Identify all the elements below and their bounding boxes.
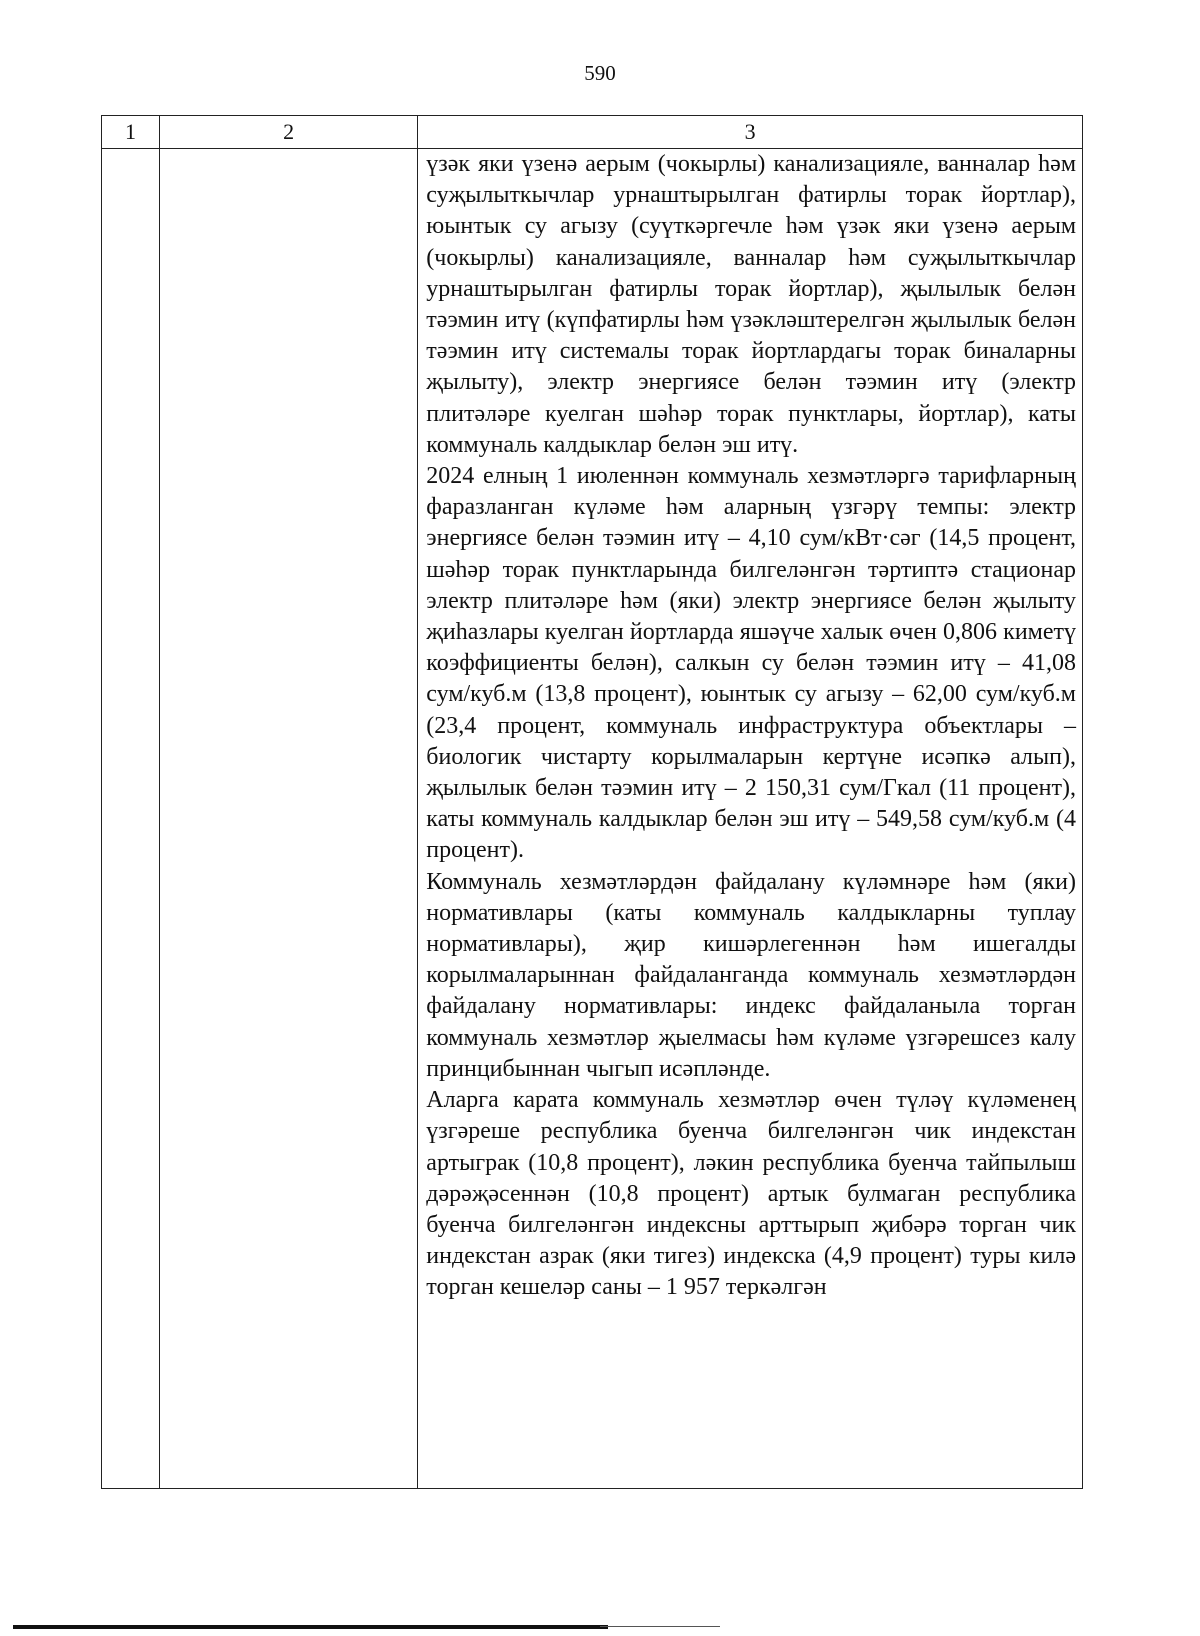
- bottom-rule-thin: [600, 1626, 720, 1627]
- paragraph-tariffs: 2024 елның 1 июленнән коммуналь хезмәтләргә тарифларның фаразланган күләме һәм аларның үзгәрү темпы: электр энергиясе белән тәэмин итү – 4,10 сум/кВт·сәг (14,5 процент, шәһәр торак пунктларында билгеләнгән тәртиптә стационар электр плитәләре һәм (яки) электр энергиясе белән җылыту җиһазлары куелган йортларда яшәүче халык өчен 0,806 киметү коэффициенты белән), салкын су белән тәэмин итү – 41,08 сум/куб.м (13,8 процент), юынтык су агызу – 62,00 сум/куб.м (23,4 процент, коммуналь инфраструктура объектлары – биологик чистарту корылмаларын кертүне исәпкә алып), җылылык белән тәэмин итү – 2 150,31 сум/Гкал (11 процент), каты коммуналь калдыклар белән эш итү – 549,58 сум/куб.м (4 процент).: [426, 463, 1076, 864]
- table-header-row: [102, 116, 1083, 149]
- document-table: [101, 115, 1083, 1489]
- page-number: 590: [584, 61, 616, 85]
- paragraph-consumption-norms: Коммуналь хезмәтләрдән файдалану күләмнәре һәм (яки) нормативлары (каты коммуналь калдыкларны туплау нормативлары), җир кишәрлегеннән һәм ишегалды корылмаларыннан файдаланганда коммуналь хезмәтләрдән файдалану нормативлары: индекс файдаланыла торган коммуналь хезмәтләр җыелмасы һәм күләме үзгәрешсез калу принцибыннан чыгып исәпләнде.: [426, 868, 1076, 1082]
- column-header-2: 2: [160, 116, 418, 149]
- paragraph-utility-services: үзәк яки үзенә аерым (чокырлы) канализацияле, ванналар һәм суҗылыткычлар урнаштырылган фатирлы торак йортлар), юынтык су агызу (суүткәргечле һәм үзәк яки үзенә аерым (чокырлы) канализацияле, ванналар һәм суҗылыткычлар урнаштырылган фатирлы торак йортлар), җылылык белән тәэмин итү (күпфатирлы һәм үзәкләштерелгән җылылык белән тәэмин итү системалы торак йортлардагы торак биналарны җылыту), электр энергиясе белән тәэмин итү (электр плитәләре куелган шәһәр торак пунктлары, йортлар), каты коммуналь калдыклар белән эш итү.: [426, 151, 1076, 458]
- table-row: [102, 149, 1083, 1489]
- column-header-1: 1: [102, 116, 160, 149]
- column-2-cell: [160, 149, 418, 1489]
- paragraph-payment-index: Аларга карата коммуналь хезмәтләр өчен түләү күләменең үзгәреше республика буенча билгеләнгән чик индекстан артыграк (10,8 процент), ләкин республика буенча тайпылыш дәрәҗәсеннән (10,8 процент) артык булмаган республика буенча билгеләнгән индексны арттырып җибәрә торган чик индекстан азрак (яки тигез) индекска (4,9 процент) туры килә торган кешеләр саны – 1 957 теркәлгән: [426, 1087, 1076, 1301]
- column-1-cell: [102, 149, 160, 1489]
- column-header-3: 3: [418, 116, 1083, 149]
- bottom-rule: [13, 1625, 608, 1629]
- column-3-cell: [418, 149, 1083, 1489]
